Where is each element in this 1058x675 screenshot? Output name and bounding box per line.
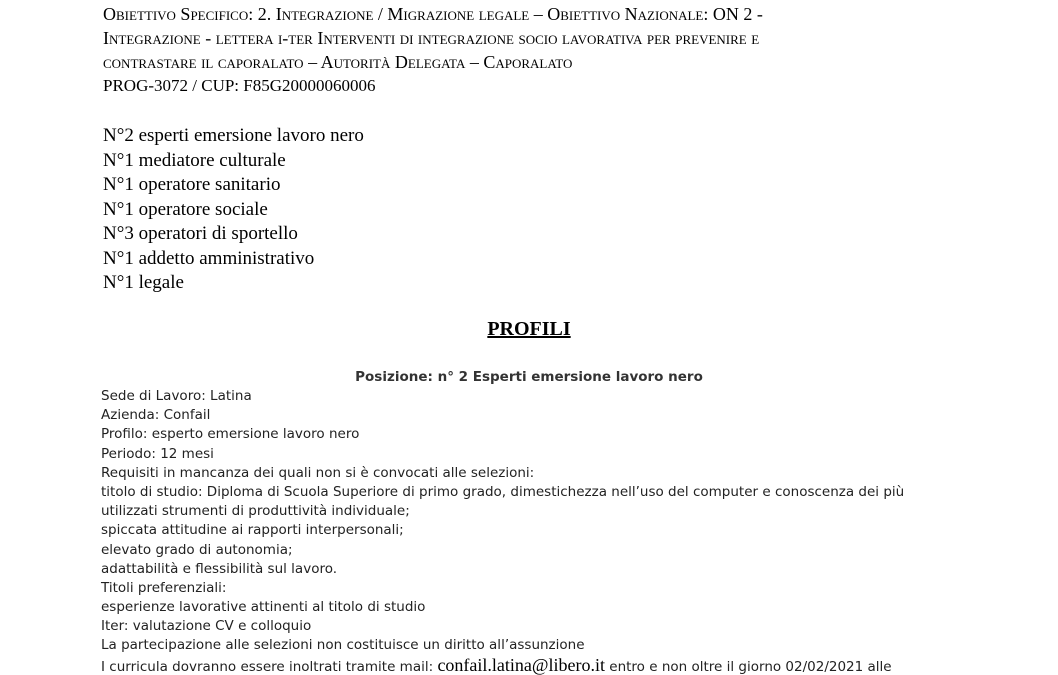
submission-line (101, 656, 981, 675)
detail-line: Titoli preferenziali: (101, 579, 227, 596)
header-line-1: Obiettivo Specifico: 2. Integrazione / Migrazione legale – Obiettivo Nazionale: ON 2 - (103, 4, 763, 24)
detail-line: utilizzati strumenti di produttività individuale; (101, 503, 410, 520)
detail-line: adattabilità e flessibilità sul lavoro. (101, 560, 338, 577)
submission-suffix: entro e non oltre il giorno 02/02/2021 alle (604, 658, 892, 675)
email-link[interactable]: confail.latina@libero.it (437, 654, 605, 675)
detail-line: La partecipazione alle selezioni non costituisce un diritto all’assunzione (101, 637, 585, 654)
detail-line: titolo di studio: Diploma di Scuola Superiore di primo grado, dimestichezza nell’uso del computer e conoscenza dei più (101, 483, 905, 500)
position-item: N°1 operatore sanitario (103, 174, 281, 195)
position-item: N°3 operatori di sportello (103, 223, 298, 244)
position-item: N°1 operatore sociale (103, 198, 268, 220)
detail-line: Periodo: 12 mesi (101, 445, 214, 462)
detail-line: spiccata attitudine ai rapporti interpersonali; (101, 522, 404, 539)
detail-line: Requisiti in mancanza dei quali non si è convocati alle selezioni: (101, 464, 535, 481)
position-item: N°1 legale (103, 272, 184, 293)
position-item: N°1 mediatore culturale (103, 149, 286, 171)
detail-line: Sede di Lavoro: Latina (101, 388, 252, 404)
position-item: N°1 addetto amministrativo (103, 247, 315, 269)
submission-prefix: I curricula dovranno essere inoltrati tramite mail: (101, 658, 438, 675)
detail-line: Profilo: esperto emersione lavoro nero (101, 426, 360, 443)
header-line-2: Integrazione - lettera i-ter Interventi di integrazione socio lavorativa per prevenire e (103, 28, 760, 48)
position-heading: Posizione: n° 2 Esperti emersione lavoro nero (355, 369, 703, 385)
positions-list (103, 124, 364, 296)
project-header (103, 2, 963, 98)
detail-line: elevato grado di autonomia; (101, 541, 293, 558)
detail-line: Iter: valutazione CV e colloquio (101, 618, 312, 635)
profili-heading: PROFILI (487, 318, 571, 340)
header-line-3: contrastare il caporalato – Autorità Delegata – Caporalato (103, 52, 573, 72)
position-details (101, 387, 981, 675)
detail-line: esperienze lavorative attinenti al titolo di studio (101, 599, 426, 616)
position-item: N°2 esperti emersione lavoro nero (103, 125, 364, 146)
project-code: PROG-3072 / CUP: F85G20000060006 (103, 76, 376, 95)
detail-line: Azienda: Confail (101, 407, 211, 424)
